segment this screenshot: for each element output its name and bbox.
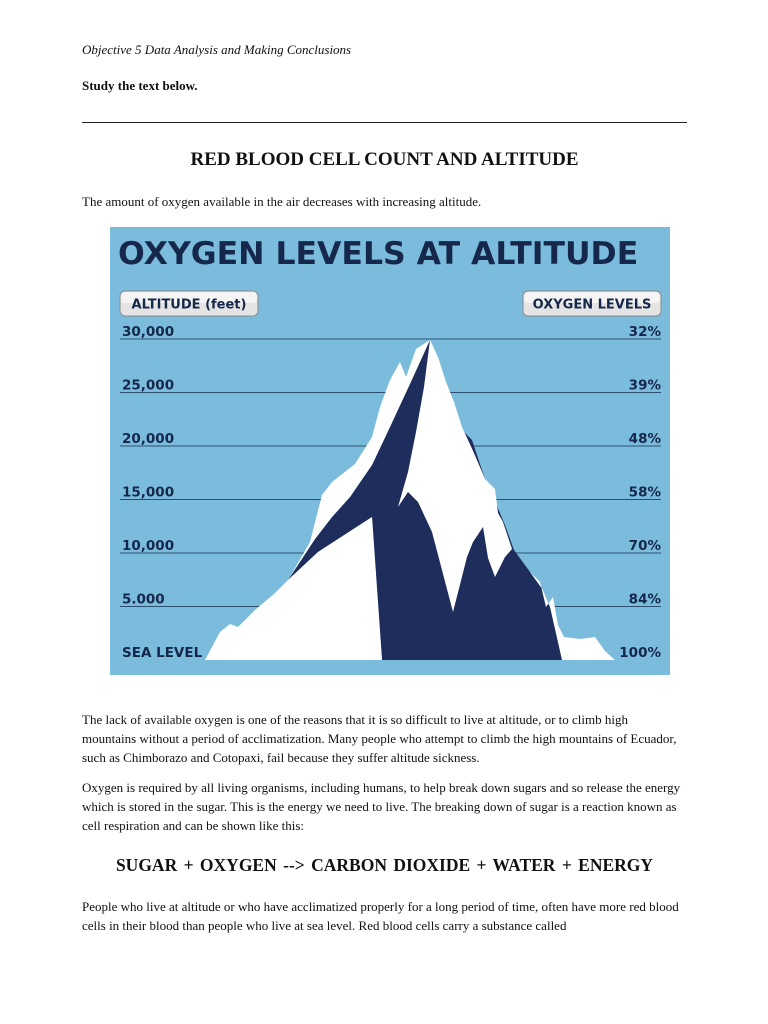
- altitude-label: 5.000: [122, 591, 165, 608]
- red-cells-paragraph: People who live at altitude or who have acclimatized properly for a long period of time, often have more red blood cells in their blood than people who live at sea level. Red blood cells carry a substance called: [82, 899, 679, 933]
- respiration-equation: SUGAR + OXYGEN --> CARBON DIOXIDE + WATER + ENERGY: [115, 855, 654, 875]
- oxygen-altitude-infographic: [110, 227, 670, 675]
- oxygen-button-label: OXYGEN LEVELS: [532, 297, 652, 313]
- oxygen-label: 100%: [619, 645, 661, 661]
- altitude-label: 10,000: [122, 538, 175, 554]
- altitude-label: 20,000: [122, 431, 175, 447]
- oxygen-label: 84%: [628, 591, 661, 608]
- respiration-paragraph: Oxygen is required by all living organisms, including humans, to help break down sugars and so release the energy which is stored in the sugar. This is the energy we need to live. The breaking down of sugar is a reaction known as cell respiration and can be shown like this:: [82, 780, 681, 833]
- altitude-label: 25,000: [122, 377, 175, 394]
- oxygen-label: 70%: [628, 538, 661, 554]
- oxygen-button: [523, 291, 661, 316]
- page-title: RED BLOOD CELL COUNT AND ALTITUDE: [190, 149, 579, 170]
- altitude-label: 15,000: [122, 484, 175, 501]
- oxygen-label: 32%: [628, 324, 661, 340]
- altitude-button-label: ALTITUDE (feet): [131, 297, 247, 313]
- lack-of-oxygen-paragraph: The lack of available oxygen is one of the reasons that it is so difficult to live at altitude, or to climb high mountains without a period of acclimatization. Many people who attempt to climb the high mountains of Ecuador, such as Chimborazo and Cotopaxi, fail because they suffer altitude sickness.: [82, 712, 677, 765]
- altitude-button: [120, 291, 258, 316]
- oxygen-label: 48%: [628, 431, 661, 447]
- infographic-svg: [110, 227, 670, 675]
- altitude-label: SEA LEVEL: [122, 645, 203, 661]
- objective-header: Objective 5 Data Analysis and Making Conclusions: [82, 42, 352, 57]
- oxygen-label: 58%: [628, 484, 661, 501]
- infographic-title: OXYGEN LEVELS AT ALTITUDE: [118, 236, 639, 272]
- intro-paragraph: The amount of oxygen available in the air decreases with increasing altitude.: [82, 194, 482, 209]
- instruction-text: Study the text below.: [82, 78, 198, 93]
- horizontal-rule: [82, 122, 687, 123]
- oxygen-label: 39%: [628, 377, 661, 394]
- altitude-label: 30,000: [122, 324, 175, 340]
